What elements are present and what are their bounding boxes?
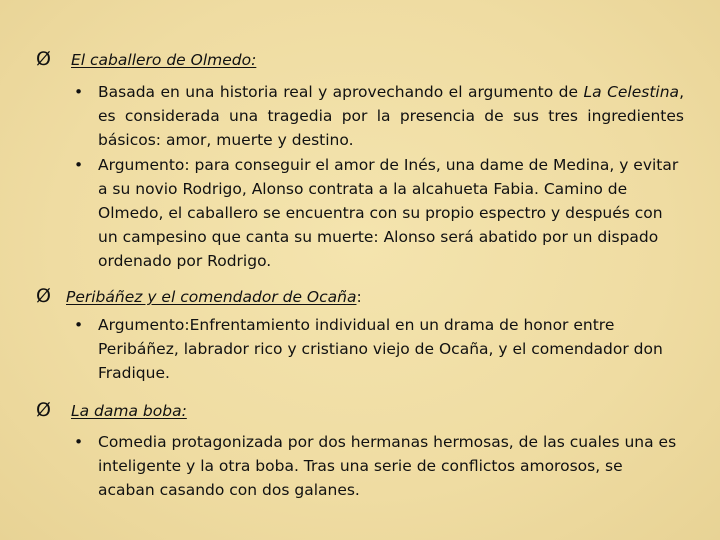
bullet-dot-icon: • <box>74 433 84 451</box>
bullet-list <box>36 430 696 503</box>
bullet-dot-icon: • <box>74 155 84 174</box>
arrow-bullet-icon: Ø <box>36 285 51 307</box>
section-caballero-de-olmedo <box>36 48 696 274</box>
arrow-bullet-icon: Ø <box>36 48 51 70</box>
section-heading <box>36 285 696 308</box>
section-dama-boba <box>36 399 696 503</box>
section-title-suffix: : <box>356 288 362 306</box>
section-heading <box>36 48 696 71</box>
section-title: El caballero de Olmedo: <box>71 51 257 69</box>
list-item: • Argumento:Enfrentamiento individual en un drama de honor entre Peribáñez, labrador rico y cristiano viejo de Ocaña, y el comendador don Fradique. <box>36 313 684 386</box>
list-item: • Argumento: para conseguir el amor de Inés, una dame de Medina, y evitar a su novio Rodrigo, Alonso contrata a la alcahueta Fabia. Camino de Olmedo, el caballero se encuentra con su propio espectro y después con un campesino que canta su muerte: Alonso será abatido por un dispado ordenado por Rodrigo. <box>36 153 684 274</box>
bullet-list <box>36 313 696 386</box>
section-title: La dama boba: <box>71 402 187 420</box>
bullet-dot-icon: • <box>74 83 84 101</box>
section-peribanez <box>36 285 696 386</box>
section-title: Peribáñez y el comendador de Ocaña <box>66 288 357 306</box>
bullet-list <box>36 80 696 274</box>
bullet-dot-icon: • <box>74 316 84 334</box>
list-item: • Comedia protagonizada por dos hermanas hermosas, de las cuales una es inteligente y la otra boba. Tras una serie de conflictos amorosos, se acaban casando con dos galanes. <box>36 430 684 503</box>
section-heading <box>36 399 696 422</box>
arrow-bullet-icon: Ø <box>36 399 51 421</box>
list-item: • Basada en una historia real y aprovechando el argumento de La Celestina, es considerada una tragedia por la presencia de sus tres ingredientes básicos: amor, muerte y destino. <box>36 80 684 153</box>
